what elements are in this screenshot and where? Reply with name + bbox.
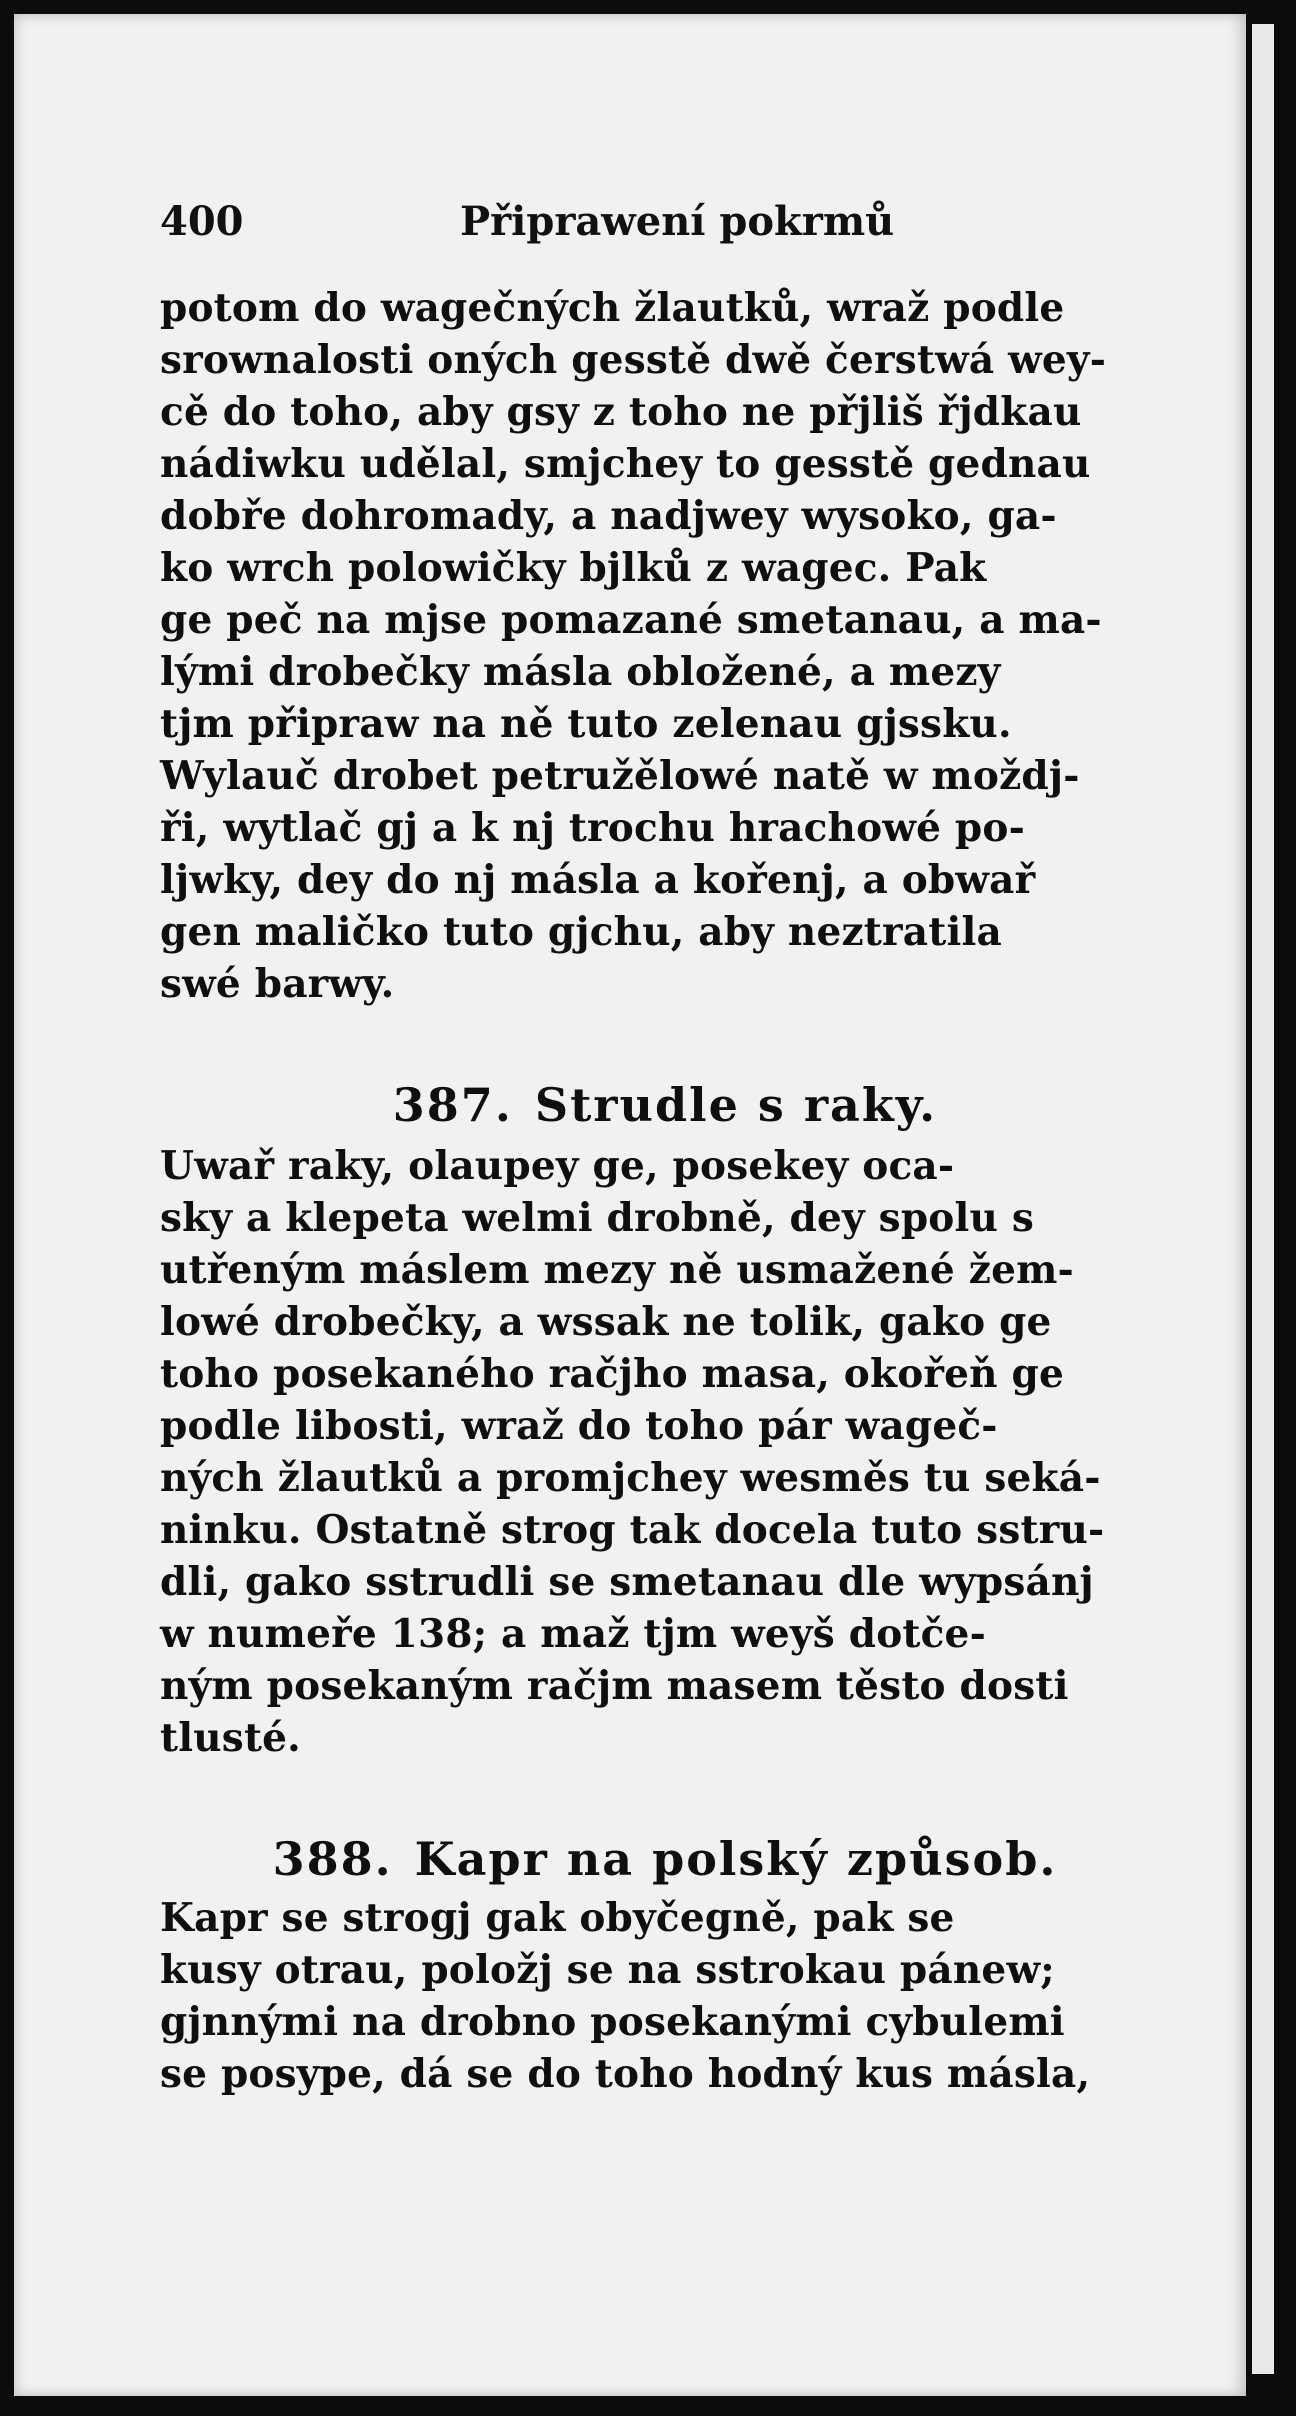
section-heading-387 — [160, 1078, 1170, 1132]
section-number: 388. — [272, 1832, 393, 1886]
section-title: Kapr na polský způsob. — [414, 1832, 1058, 1886]
running-title: Připrawení pokrmů — [460, 198, 895, 245]
page-number: 400 — [160, 198, 244, 245]
recipe-paragraph-387: Uwař raky, olaupey ge, posekey oca- sky a klepeta welmi drobně, dey spolu s utřeným máslem mezy ně usmažené žem- lowé drobečky, a wssak ne tolik, gako ge toho posekaného račjho masa, okořeň ge podle libosti, wraž do toho pár wageč- ných žlautků a promjchey wesměs tu seká- ninku. Ostatně strog tak docela tuto sstru- dli, gako sstrudli se smetanau dle wypsánj w numeře 138; a maž tjm weyš dotče- ným posekaným račjm masem těsto dosti tlusté. — [160, 1143, 1105, 1761]
section-heading-388 — [160, 1832, 1170, 1886]
next-page-edge — [1252, 24, 1274, 2374]
page-header — [160, 198, 1150, 258]
recipe-paragraph-388: Kapr se strogj gak obyčegně, pak se kusy otrau, položj se na sstrokau pánew; gjnnými na drobno posekanými cybulemi se posype, dá se do toho hodný kus másla, — [160, 1895, 1091, 2097]
paragraph-continued: potom do wagečných žlautků, wraž podle srownalosti oných gesstě dwě čerstwá wey- cě do toho, aby gsy z toho ne přjliš řjdkau nádiwku udělal, smjchey to gesstě gednau dobře dohromady, a nadjwey wysoko, ga- ko wrch polowičky bjlků z wagec. Pak ge peč na mjse pomazané smetanau, a ma- lými drobečky másla obložené, a mezy tjm připraw na ně tuto zelenau gjssku. Wylauč drobet petružělowé natě w moždj- ři, wytlač gj a k nj trochu hrachowé po- ljwky, dey do nj másla a kořenj, a obwař gen maličko tuto gjchu, aby neztratila swé barwy. — [160, 285, 1107, 1007]
section-number: 387. — [392, 1078, 513, 1132]
section-title: Strudle s raky. — [534, 1078, 938, 1132]
